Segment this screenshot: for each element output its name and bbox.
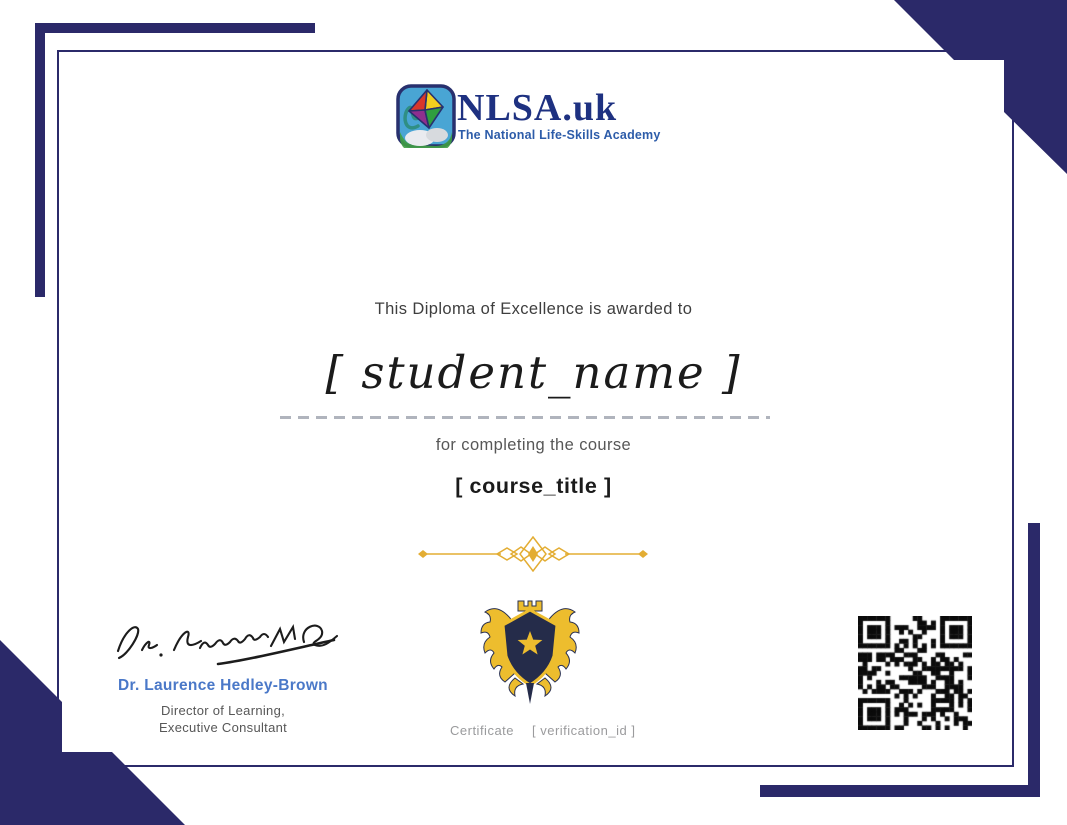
brand-name: NLSA.uk bbox=[457, 87, 618, 129]
kite-logo-icon bbox=[396, 84, 456, 148]
signatory-title-line2: Executive Consultant bbox=[158, 719, 288, 735]
brand-tagline: The National Life-Skills Academy bbox=[458, 128, 661, 142]
signatory-title bbox=[113, 703, 333, 736]
signatory-name: Dr. Laurence Hedley-Brown bbox=[118, 677, 328, 694]
certificate-label: Certificate bbox=[450, 723, 515, 738]
name-dashed-underline bbox=[280, 416, 770, 419]
verification-id: [ verification_id ] bbox=[532, 723, 636, 738]
student-name: [ student_name ] bbox=[325, 346, 742, 399]
completion-text: for completing the course bbox=[435, 436, 632, 454]
heraldic-crest-icon bbox=[477, 594, 583, 708]
gold-diamond-divider-icon bbox=[415, 536, 651, 572]
award-intro-text: This Diploma of Excellence is awarded to bbox=[374, 300, 693, 318]
signatory-title-line1: Director of Learning, bbox=[160, 703, 286, 718]
qr-code bbox=[858, 616, 972, 730]
course-title: [ course_title ] bbox=[455, 474, 612, 498]
signature-image bbox=[108, 604, 338, 670]
